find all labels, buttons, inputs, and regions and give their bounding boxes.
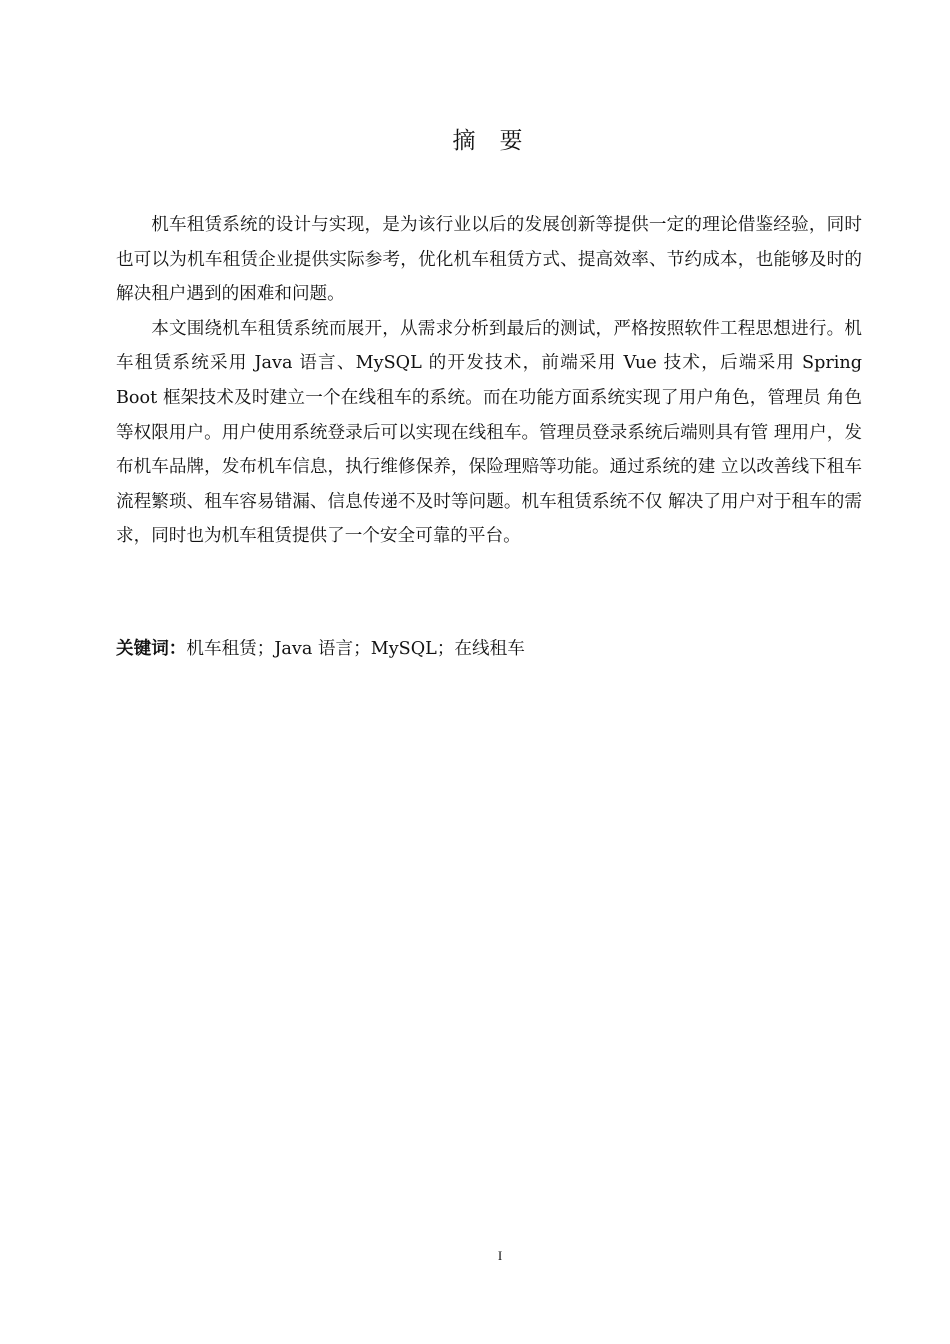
keywords-text: 机车租赁；Java 语言；MySQL；在线租车 — [186, 639, 525, 659]
abstract-title-char-2: 要 — [499, 128, 523, 154]
keywords-line — [116, 635, 525, 663]
abstract-body — [116, 208, 862, 554]
abstract-title-char-1: 摘 — [452, 128, 476, 154]
abstract-paragraph-2: 本文围绕机车租赁系统而展开，从需求分析到最后的测试，严格按照软件工程思想进行。机车租赁系统采用 Java 语言、MySQL 的开发技术，前端采用 Vue 技术，后端采用 Spring Boot 框架技术及时建立一个在线租车的系统。而在功能方面系统实现了用户角色，管理员 角色等权限用户。用户使用系统登录后可以实现在线租车。管理员登录系统后端则具有管 理用户，发布机车品牌，发布机车信息，执行维修保养，保险理赔等功能。通过系统的建 立以改善线下租车流程繁琐、租车容易错漏、信息传递不及时等问题。机车租赁系统不仅 解决了用户对于租车的需求，同时也为机车租赁提供了一个安全可靠的平台。 — [116, 318, 862, 547]
abstract-paragraph-1: 机车租赁系统的设计与实现，是为该行业以后的发展创新等提供一定的理论借鉴经验，同时也可以为机车租赁企业提供实际参考，优化机车租赁方式、提高效率、节约成本，也能够及时的解决租户遇到的困难和问题。 — [116, 215, 862, 305]
keywords-label: 关键词： — [116, 639, 187, 659]
page-number: I — [497, 1248, 503, 1263]
abstract-title — [0, 122, 950, 155]
